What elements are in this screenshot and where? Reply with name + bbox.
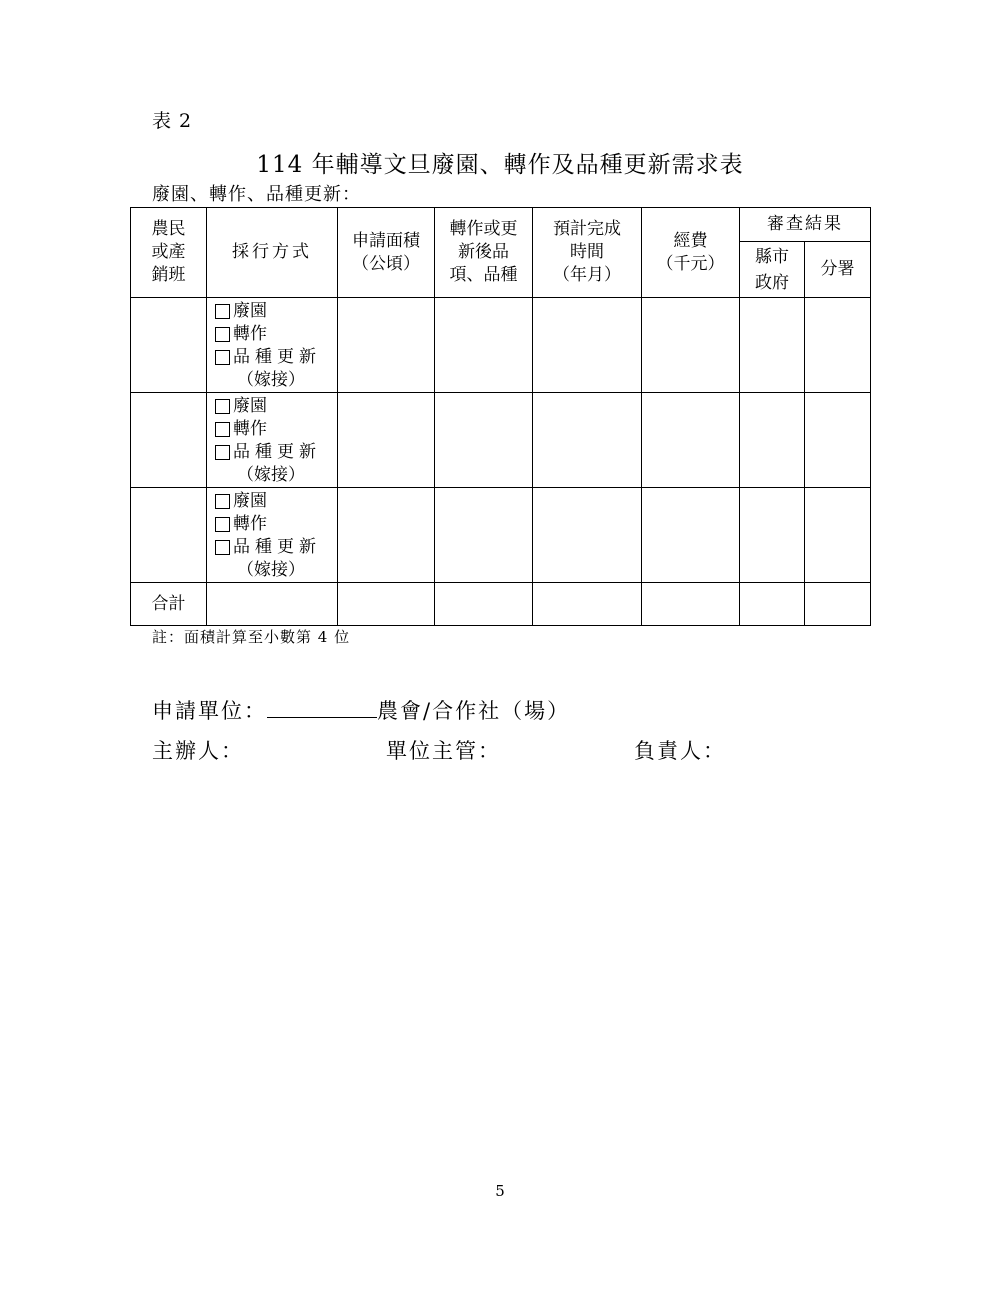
total-completion-cell[interactable] (533, 583, 642, 626)
budget-cell[interactable] (642, 393, 740, 488)
option-convert-label: 轉作 (233, 324, 267, 344)
option-abandon-label: 廢園 (233, 301, 267, 321)
header-row-1 (131, 208, 871, 242)
supervisor-label: 單位主管： (386, 739, 501, 763)
applicant-suffix: 農會/合作社（場） (377, 699, 571, 723)
total-budget-cell[interactable] (642, 583, 740, 626)
option-convert-label: 轉作 (233, 514, 267, 534)
option-renew-label: 品種更新 (233, 442, 321, 462)
option-renew-note: （嫁接） (237, 560, 305, 580)
option-convert-label: 轉作 (233, 419, 267, 439)
budget-cell[interactable] (642, 488, 740, 583)
checkbox-convert[interactable] (215, 327, 230, 342)
signature-row (152, 735, 852, 765)
review-county-cell[interactable] (740, 393, 805, 488)
checkbox-abandon[interactable] (215, 304, 230, 319)
farmer-cell[interactable] (131, 393, 207, 488)
total-label: 合計 (131, 583, 207, 626)
total-row (131, 583, 871, 626)
document-title: 114 年輔導文旦廢園、轉作及品種更新需求表 (256, 152, 744, 178)
footnote: 註：面積計算至小數第 4 位 (152, 628, 351, 646)
applicant-line (152, 695, 570, 725)
option-renew-note: （嫁接） (237, 370, 305, 390)
page-number: 5 (495, 1182, 505, 1200)
area-cell[interactable] (338, 298, 435, 393)
completion-cell[interactable] (533, 298, 642, 393)
table-row (131, 298, 871, 393)
farmer-cell[interactable] (131, 298, 207, 393)
applicant-blank-field[interactable] (267, 699, 377, 718)
col-header-completion: 預計完成 時間 （年月） (533, 208, 642, 298)
col-header-budget: 經費 （千元） (642, 208, 740, 298)
variety-cell[interactable] (435, 298, 533, 393)
completion-cell[interactable] (533, 488, 642, 583)
area-cell[interactable] (338, 393, 435, 488)
option-abandon-label: 廢園 (233, 396, 267, 416)
table-row (131, 393, 871, 488)
col-header-method: 採行方式 (207, 208, 338, 298)
checkbox-renew[interactable] (215, 540, 230, 555)
total-variety-cell[interactable] (435, 583, 533, 626)
method-cell (207, 393, 338, 488)
variety-cell[interactable] (435, 393, 533, 488)
col-header-area: 申請面積 （公頃） (338, 208, 435, 298)
farmer-cell[interactable] (131, 488, 207, 583)
checkbox-renew[interactable] (215, 445, 230, 460)
method-cell (207, 298, 338, 393)
col-header-review: 審查結果 (740, 208, 871, 242)
checkbox-abandon[interactable] (215, 399, 230, 414)
option-renew-label: 品種更新 (233, 537, 321, 557)
responsible-label: 負責人： (634, 739, 726, 763)
total-review-branch-cell[interactable] (805, 583, 871, 626)
method-cell (207, 488, 338, 583)
col-header-farmer: 農民 或產 銷班 (131, 208, 207, 298)
review-county-cell[interactable] (740, 488, 805, 583)
table-label: 表 2 (152, 110, 193, 132)
budget-cell[interactable] (642, 298, 740, 393)
demand-table (130, 207, 871, 626)
area-cell[interactable] (338, 488, 435, 583)
checkbox-abandon[interactable] (215, 494, 230, 509)
organizer-label: 主辦人： (152, 739, 244, 763)
option-renew-label: 品種更新 (233, 347, 321, 367)
col-header-review-branch: 分署 (805, 242, 871, 298)
applicant-label: 申請單位： (152, 699, 267, 723)
section-subheading: 廢園、轉作、品種更新： (152, 184, 361, 205)
completion-cell[interactable] (533, 393, 642, 488)
review-branch-cell[interactable] (805, 298, 871, 393)
checkbox-convert[interactable] (215, 517, 230, 532)
option-renew-note: （嫁接） (237, 465, 305, 485)
review-branch-cell[interactable] (805, 393, 871, 488)
review-branch-cell[interactable] (805, 488, 871, 583)
table-row (131, 488, 871, 583)
variety-cell[interactable] (435, 488, 533, 583)
total-area-cell[interactable] (338, 583, 435, 626)
checkbox-convert[interactable] (215, 422, 230, 437)
total-method-cell[interactable] (207, 583, 338, 626)
checkbox-renew[interactable] (215, 350, 230, 365)
col-header-review-county: 縣市 政府 (740, 242, 805, 298)
review-county-cell[interactable] (740, 298, 805, 393)
option-abandon-label: 廢園 (233, 491, 267, 511)
col-header-variety: 轉作或更 新後品 項、品種 (435, 208, 533, 298)
total-review-county-cell[interactable] (740, 583, 805, 626)
